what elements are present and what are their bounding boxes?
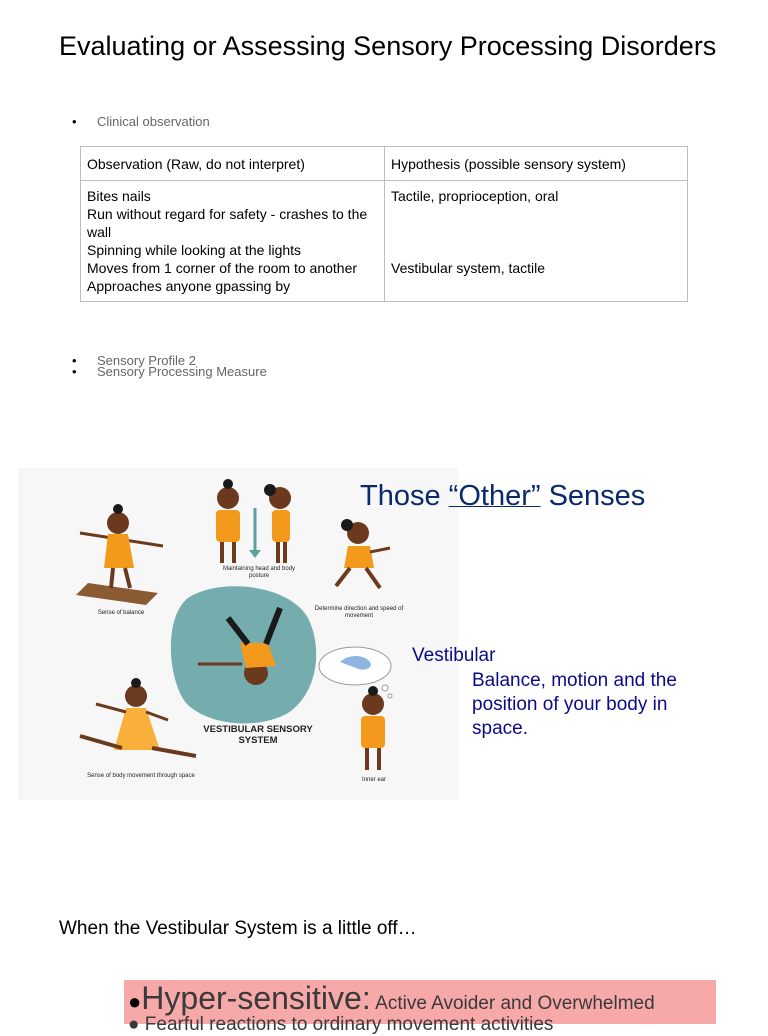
observation-item: Approaches anyone gpassing by	[87, 278, 291, 294]
hyper-sensitive-highlight	[124, 980, 716, 1035]
column-header-observation: Observation (Raw, do not interpret)	[81, 147, 385, 181]
slide-title	[360, 480, 645, 513]
balance-beam-shape	[76, 583, 158, 605]
observation-item: Run without regard for safety - crashes to the wall	[87, 206, 368, 240]
hyper-sensitive-next-text: Fearful reactions to ordinary movement activities	[144, 1014, 554, 1035]
table-row	[81, 181, 688, 302]
hypothesis-item: Vestibular system, tactile	[391, 260, 546, 276]
illustration-graphic	[18, 468, 458, 800]
observation-table	[80, 146, 688, 302]
caption-balance: Sense of balance	[97, 610, 145, 616]
girl-posture-front-figure	[216, 479, 240, 563]
list-item: • Sensory Profile 2	[0, 355, 267, 366]
girl-running-figure	[336, 519, 390, 588]
slide-title-start: Those	[360, 480, 449, 512]
vestibular-description: Balance, motion and the position of your body in space.	[472, 670, 677, 739]
list-item: • Sensory Processing Measure	[0, 366, 267, 377]
posture-arrow-head	[249, 550, 261, 558]
observation-item: Bites nails	[87, 188, 151, 204]
caption-inner-ear: Inner ear	[361, 777, 386, 783]
vestibular-slide	[18, 468, 718, 800]
caption-movement: Sense of body movement through space	[87, 773, 195, 779]
hyper-sensitive-next-line	[128, 1014, 553, 1036]
assessment-tools-list	[0, 355, 267, 377]
hypothesis-item: Tactile, proprioception, oral	[391, 188, 559, 204]
page-title: Evaluating or Assessing Sensory Processing Disorders	[59, 31, 717, 61]
hyper-sensitive-line	[128, 980, 655, 1017]
hyper-sensitive-description: Active Avoider and Overwhelmed	[375, 993, 655, 1014]
spacer	[391, 205, 681, 259]
slide-title-underlined: “Other”	[448, 480, 541, 512]
girl-thinking-figure	[361, 686, 385, 770]
assessment-methods-list	[0, 114, 210, 130]
observation-item: Moves from 1 corner of the room to another	[87, 260, 358, 276]
vestibular-heading: Vestibular	[412, 645, 496, 666]
table-header-row	[81, 147, 688, 181]
column-header-hypothesis: Hypothesis (possible sensory system)	[385, 147, 688, 181]
hypotheses-cell	[385, 181, 688, 302]
girl-posture-side-figure	[264, 484, 291, 563]
bullet-icon: ●	[128, 1014, 140, 1035]
observations-cell	[81, 181, 385, 302]
caption-direction: Determine direction and speed of movement	[314, 606, 404, 619]
bullet-icon: ●	[128, 989, 142, 1014]
hyper-sensitive-label: Hyper-sensitive:	[141, 980, 371, 1016]
slide-title-end: Senses	[540, 480, 646, 512]
vestibular-illustration	[18, 468, 458, 800]
section-subheading: When the Vestibular System is a little off…	[59, 918, 417, 939]
girl-balance-figure	[80, 504, 163, 588]
vestibular-system-label: VESTIBULAR SENSORY SYSTEM	[203, 724, 313, 746]
list-item: • Clinical observation	[0, 114, 210, 130]
caption-posture: Maintaining head and body posture	[222, 566, 296, 579]
observation-item: Spinning while looking at the lights	[87, 242, 302, 258]
